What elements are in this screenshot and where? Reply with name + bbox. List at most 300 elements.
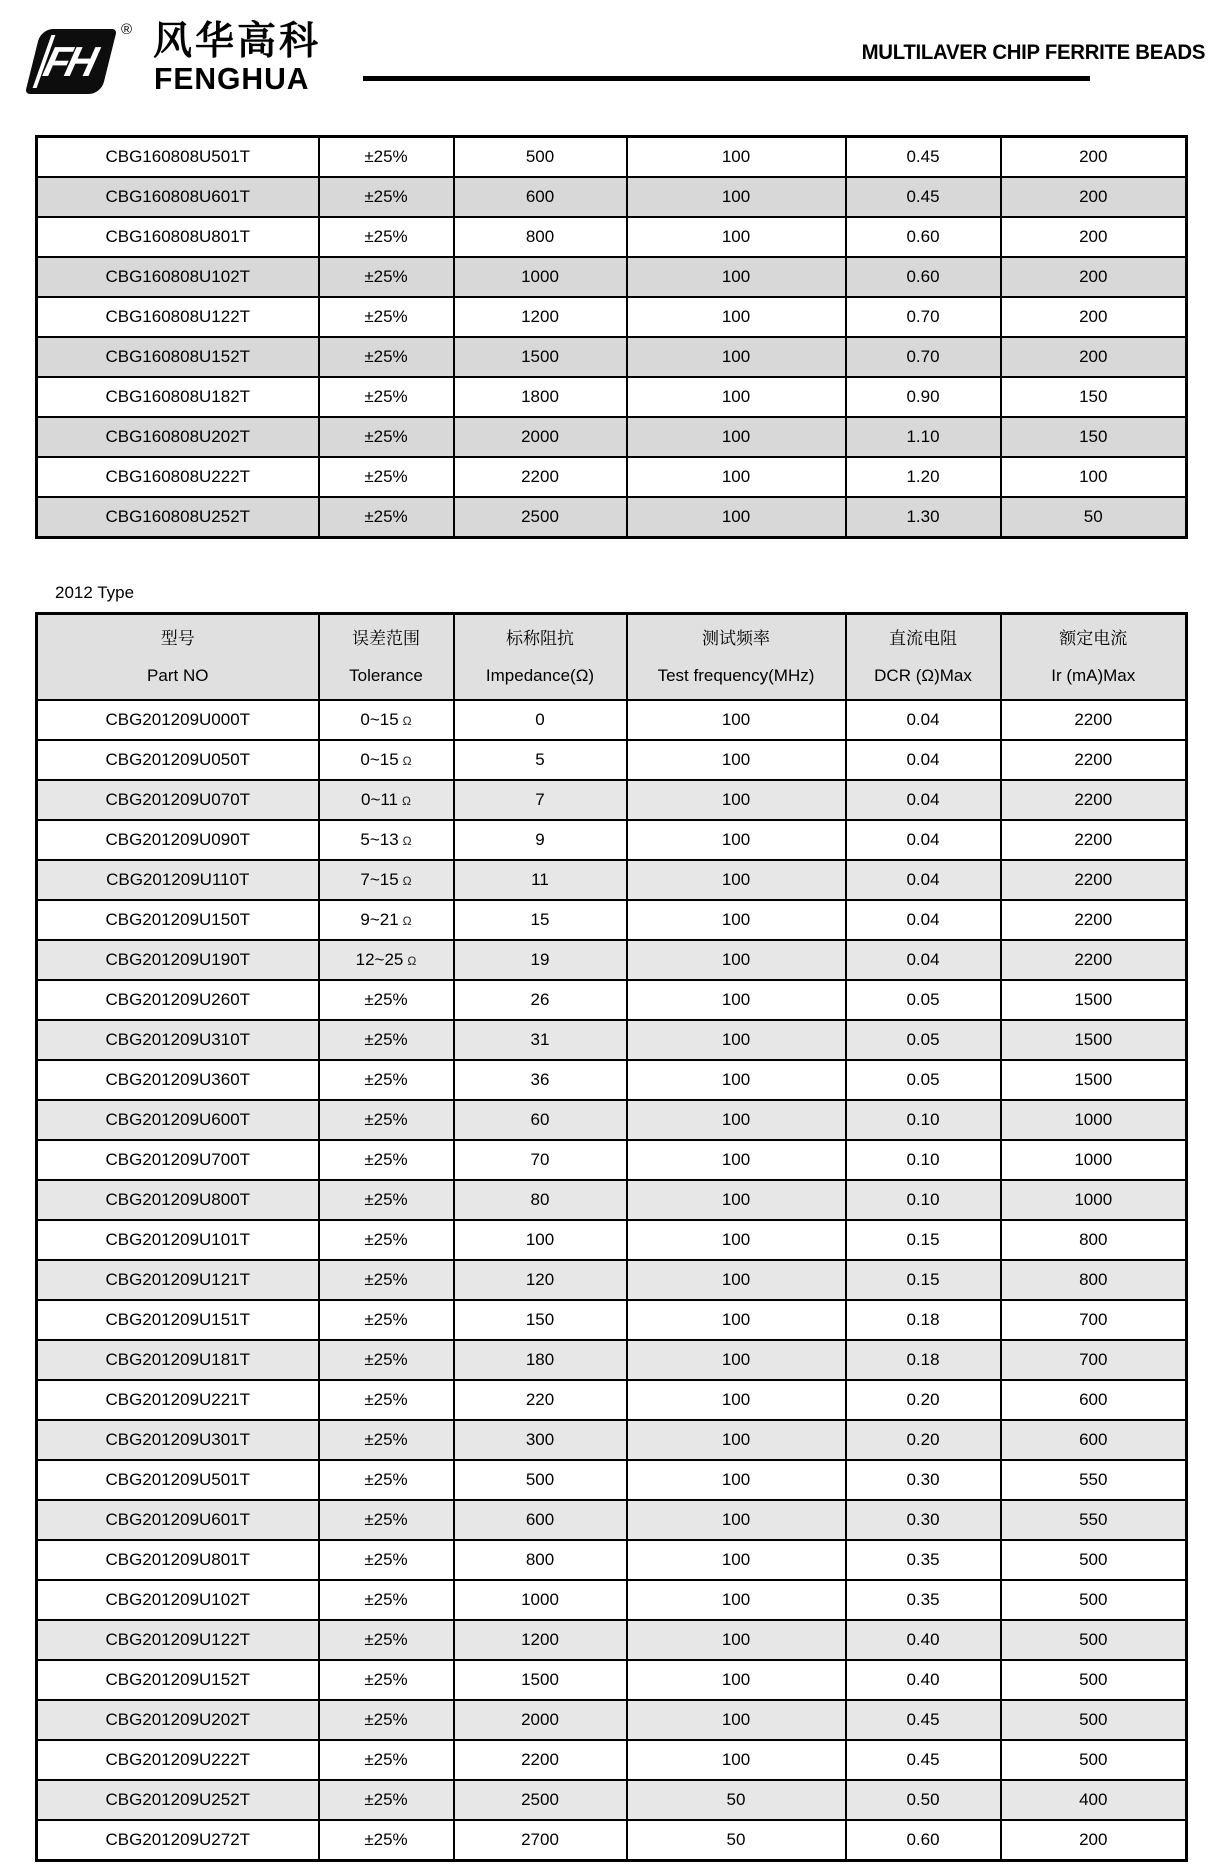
- cell-tolerance: ±25%: [319, 1580, 454, 1620]
- cell-test-frequency: 100: [627, 417, 846, 457]
- cell-dcr-max: 0.04: [846, 860, 1001, 900]
- cell-part-no: CBG201209U152T: [37, 1660, 319, 1700]
- cell-impedance: 180: [454, 1340, 627, 1380]
- cell-tolerance: ±25%: [319, 337, 454, 377]
- cell-part-no: CBG201209U181T: [37, 1340, 319, 1380]
- cell-rated-current: 550: [1001, 1460, 1187, 1500]
- cell-rated-current: 800: [1001, 1220, 1187, 1260]
- cell-part-no: CBG160808U182T: [37, 377, 319, 417]
- table-row: [37, 1180, 1187, 1220]
- col-header-tolerance-en: Tolerance: [349, 666, 423, 685]
- cell-part-no: CBG201209U700T: [37, 1140, 319, 1180]
- col-header-test-frequency-cn: 测试频率: [702, 629, 770, 649]
- cell-impedance: 5: [454, 740, 627, 780]
- col-header-impedance: [454, 614, 627, 701]
- cell-impedance: 1000: [454, 257, 627, 297]
- table-row: [37, 1700, 1187, 1740]
- cell-tolerance: ±25%: [319, 497, 454, 538]
- cell-tolerance: ±25%: [319, 177, 454, 217]
- cell-dcr-max: 0.45: [846, 177, 1001, 217]
- cell-part-no: CBG201209U090T: [37, 820, 319, 860]
- cell-dcr-max: 0.45: [846, 1740, 1001, 1780]
- ferrite-beads-table-2012: [35, 612, 1188, 1862]
- cell-dcr-max: 0.10: [846, 1180, 1001, 1220]
- cell-rated-current: 1000: [1001, 1100, 1187, 1140]
- cell-dcr-max: 0.20: [846, 1420, 1001, 1460]
- cell-dcr-max: 0.04: [846, 740, 1001, 780]
- cell-dcr-max: 0.70: [846, 337, 1001, 377]
- cell-impedance: 2500: [454, 1780, 627, 1820]
- cell-impedance: 100: [454, 1220, 627, 1260]
- col-header-dcr: [846, 614, 1001, 701]
- cell-impedance: 60: [454, 1100, 627, 1140]
- cell-test-frequency: 100: [627, 1260, 846, 1300]
- col-header-impedance-cn: 标称阻抗: [506, 629, 574, 649]
- cell-tolerance: ±25%: [319, 257, 454, 297]
- cell-impedance: 7: [454, 780, 627, 820]
- col-header-tolerance: [319, 614, 454, 701]
- cell-tolerance: ±25%: [319, 1540, 454, 1580]
- cell-test-frequency: 100: [627, 337, 846, 377]
- cell-part-no: CBG160808U252T: [37, 497, 319, 538]
- cell-part-no: CBG160808U152T: [37, 337, 319, 377]
- cell-rated-current: 400: [1001, 1780, 1187, 1820]
- cell-rated-current: 2200: [1001, 740, 1187, 780]
- table-header-2012: [37, 614, 1187, 701]
- cell-rated-current: 50: [1001, 497, 1187, 538]
- cell-part-no: CBG201209U310T: [37, 1020, 319, 1060]
- cell-tolerance: 5~13 Ω: [319, 820, 454, 860]
- cell-tolerance: ±25%: [319, 1180, 454, 1220]
- cell-test-frequency: 100: [627, 740, 846, 780]
- cell-rated-current: 200: [1001, 337, 1187, 377]
- col-header-tolerance-cn: 误差范围: [352, 629, 420, 649]
- cell-part-no: CBG201209U150T: [37, 900, 319, 940]
- cell-impedance: 15: [454, 900, 627, 940]
- cell-test-frequency: 100: [627, 1140, 846, 1180]
- table-row: [37, 217, 1187, 257]
- cell-dcr-max: 0.50: [846, 1780, 1001, 1820]
- cell-rated-current: 1500: [1001, 980, 1187, 1020]
- col-header-test-frequency: [627, 614, 846, 701]
- col-header-rated-current: [1001, 614, 1187, 701]
- cell-impedance: 500: [454, 137, 627, 178]
- cell-impedance: 1500: [454, 337, 627, 377]
- cell-part-no: CBG201209U600T: [37, 1100, 319, 1140]
- cell-dcr-max: 0.04: [846, 700, 1001, 740]
- cell-rated-current: 500: [1001, 1660, 1187, 1700]
- cell-dcr-max: 0.35: [846, 1580, 1001, 1620]
- cell-tolerance: 0~15 Ω: [319, 700, 454, 740]
- cell-dcr-max: 0.05: [846, 1020, 1001, 1060]
- cell-impedance: 1500: [454, 1660, 627, 1700]
- cell-test-frequency: 100: [627, 1380, 846, 1420]
- cell-rated-current: 200: [1001, 257, 1187, 297]
- cell-part-no: CBG160808U222T: [37, 457, 319, 497]
- table-row: [37, 900, 1187, 940]
- cell-dcr-max: 0.18: [846, 1340, 1001, 1380]
- cell-tolerance: 9~21 Ω: [319, 900, 454, 940]
- table-row: [37, 1140, 1187, 1180]
- cell-rated-current: 2200: [1001, 940, 1187, 980]
- cell-rated-current: 550: [1001, 1500, 1187, 1540]
- cell-test-frequency: 100: [627, 1740, 846, 1780]
- ferrite-beads-table-1608: [35, 135, 1188, 539]
- cell-rated-current: 1500: [1001, 1060, 1187, 1100]
- cell-dcr-max: 0.05: [846, 1060, 1001, 1100]
- cell-impedance: 0: [454, 700, 627, 740]
- table-row: [37, 1620, 1187, 1660]
- table-row: [37, 297, 1187, 337]
- registered-trademark-icon: ®: [121, 21, 133, 38]
- cell-tolerance: ±25%: [319, 1700, 454, 1740]
- cell-dcr-max: 0.35: [846, 1540, 1001, 1580]
- cell-rated-current: 150: [1001, 377, 1187, 417]
- fenghua-logo-icon: [25, 29, 117, 94]
- col-header-part-no-en: Part NO: [147, 666, 209, 685]
- cell-part-no: CBG201209U301T: [37, 1420, 319, 1460]
- cell-test-frequency: 100: [627, 1540, 846, 1580]
- cell-tolerance: ±25%: [319, 1500, 454, 1540]
- ohm-unit-label: Ω: [402, 794, 411, 808]
- cell-dcr-max: 0.10: [846, 1100, 1001, 1140]
- table-row: [37, 1060, 1187, 1100]
- cell-impedance: 26: [454, 980, 627, 1020]
- cell-rated-current: 500: [1001, 1700, 1187, 1740]
- cell-part-no: CBG201209U272T: [37, 1820, 319, 1861]
- cell-rated-current: 2200: [1001, 820, 1187, 860]
- cell-tolerance: ±25%: [319, 1780, 454, 1820]
- cell-tolerance: 0~15 Ω: [319, 740, 454, 780]
- cell-part-no: CBG201209U190T: [37, 940, 319, 980]
- cell-part-no: CBG201209U501T: [37, 1460, 319, 1500]
- ohm-unit-label: Ω: [402, 874, 412, 888]
- cell-tolerance: ±25%: [319, 217, 454, 257]
- cell-part-no: CBG201209U202T: [37, 1700, 319, 1740]
- cell-impedance: 800: [454, 1540, 627, 1580]
- cell-dcr-max: 0.45: [846, 137, 1001, 178]
- cell-test-frequency: 50: [627, 1780, 846, 1820]
- cell-impedance: 2200: [454, 1740, 627, 1780]
- cell-dcr-max: 0.30: [846, 1460, 1001, 1500]
- table-row: [37, 1380, 1187, 1420]
- cell-test-frequency: 100: [627, 1300, 846, 1340]
- cell-impedance: 600: [454, 1500, 627, 1540]
- table-body-2012: [37, 700, 1187, 1861]
- table-row: [37, 1100, 1187, 1140]
- cell-test-frequency: 100: [627, 1340, 846, 1380]
- cell-part-no: CBG201209U000T: [37, 700, 319, 740]
- cell-tolerance: ±25%: [319, 980, 454, 1020]
- cell-dcr-max: 0.04: [846, 780, 1001, 820]
- cell-test-frequency: 100: [627, 457, 846, 497]
- table-row: [37, 780, 1187, 820]
- cell-dcr-max: 0.30: [846, 1500, 1001, 1540]
- cell-part-no: CBG201209U601T: [37, 1500, 319, 1540]
- cell-impedance: 9: [454, 820, 627, 860]
- table-row: [37, 700, 1187, 740]
- cell-dcr-max: 0.60: [846, 217, 1001, 257]
- table-row: [37, 1340, 1187, 1380]
- table-row: [37, 257, 1187, 297]
- cell-rated-current: 200: [1001, 1820, 1187, 1861]
- cell-test-frequency: 100: [627, 1420, 846, 1460]
- cell-test-frequency: 100: [627, 980, 846, 1020]
- cell-dcr-max: 0.40: [846, 1660, 1001, 1700]
- cell-tolerance: ±25%: [319, 377, 454, 417]
- cell-test-frequency: 100: [627, 780, 846, 820]
- cell-dcr-max: 0.20: [846, 1380, 1001, 1420]
- table-row: [37, 337, 1187, 377]
- cell-part-no: CBG201209U151T: [37, 1300, 319, 1340]
- cell-part-no: CBG160808U122T: [37, 297, 319, 337]
- cell-dcr-max: 0.05: [846, 980, 1001, 1020]
- col-header-rated-current-cn: 额定电流: [1059, 629, 1128, 649]
- cell-part-no: CBG201209U801T: [37, 1540, 319, 1580]
- table-row: [37, 1740, 1187, 1780]
- cell-impedance: 31: [454, 1020, 627, 1060]
- cell-test-frequency: 100: [627, 940, 846, 980]
- cell-test-frequency: 100: [627, 257, 846, 297]
- cell-part-no: CBG201209U252T: [37, 1780, 319, 1820]
- cell-test-frequency: 50: [627, 1820, 846, 1861]
- table-row: [37, 1300, 1187, 1340]
- cell-rated-current: 200: [1001, 297, 1187, 337]
- cell-impedance: 220: [454, 1380, 627, 1420]
- cell-rated-current: 800: [1001, 1260, 1187, 1300]
- cell-dcr-max: 0.70: [846, 297, 1001, 337]
- table-row: [37, 1540, 1187, 1580]
- cell-part-no: CBG160808U601T: [37, 177, 319, 217]
- cell-dcr-max: 0.60: [846, 1820, 1001, 1861]
- page-title: MULTILAVER CHIP FERRITE BEADS: [861, 41, 1205, 64]
- cell-test-frequency: 100: [627, 1660, 846, 1700]
- cell-impedance: 19: [454, 940, 627, 980]
- cell-rated-current: 200: [1001, 217, 1187, 257]
- table-row: [37, 940, 1187, 980]
- cell-test-frequency: 100: [627, 1460, 846, 1500]
- cell-tolerance: ±25%: [319, 1820, 454, 1861]
- cell-impedance: 1200: [454, 297, 627, 337]
- col-header-dcr-cn: 直流电阻: [889, 629, 957, 649]
- cell-part-no: CBG201209U800T: [37, 1180, 319, 1220]
- table-row: [37, 1460, 1187, 1500]
- cell-dcr-max: 0.60: [846, 257, 1001, 297]
- cell-tolerance: ±25%: [319, 1220, 454, 1260]
- cell-test-frequency: 100: [627, 1500, 846, 1540]
- cell-test-frequency: 100: [627, 297, 846, 337]
- cell-tolerance: 12~25 Ω: [319, 940, 454, 980]
- cell-rated-current: 2200: [1001, 700, 1187, 740]
- table-row: [37, 457, 1187, 497]
- cell-impedance: 600: [454, 177, 627, 217]
- cell-impedance: 150: [454, 1300, 627, 1340]
- table-row: [37, 1820, 1187, 1861]
- cell-dcr-max: 1.20: [846, 457, 1001, 497]
- col-header-test-frequency-en: Test frequency(MHz): [657, 666, 815, 685]
- cell-impedance: 300: [454, 1420, 627, 1460]
- cell-tolerance: ±25%: [319, 137, 454, 178]
- table-row: [37, 1420, 1187, 1460]
- table-row: [37, 1660, 1187, 1700]
- table-row: [37, 1780, 1187, 1820]
- cell-test-frequency: 100: [627, 900, 846, 940]
- cell-test-frequency: 100: [627, 1100, 846, 1140]
- table-row: [37, 980, 1187, 1020]
- table-row: [37, 417, 1187, 457]
- header-row: [37, 614, 1187, 701]
- cell-tolerance: ±25%: [319, 1460, 454, 1500]
- cell-test-frequency: 100: [627, 137, 846, 178]
- cell-part-no: CBG201209U102T: [37, 1580, 319, 1620]
- brand-name-english: FENGHUA: [154, 61, 310, 96]
- cell-rated-current: 1000: [1001, 1180, 1187, 1220]
- cell-dcr-max: 0.90: [846, 377, 1001, 417]
- cell-test-frequency: 100: [627, 1220, 846, 1260]
- ohm-unit-label: Ω: [402, 714, 412, 728]
- table-row: [37, 497, 1187, 538]
- cell-part-no: CBG201209U260T: [37, 980, 319, 1020]
- brand-name-chinese: 风华高科: [153, 19, 322, 64]
- cell-tolerance: ±25%: [319, 457, 454, 497]
- section-label-2012-type: 2012 Type: [55, 583, 135, 602]
- cell-tolerance: ±25%: [319, 1140, 454, 1180]
- cell-rated-current: 600: [1001, 1420, 1187, 1460]
- cell-dcr-max: 0.40: [846, 1620, 1001, 1660]
- cell-test-frequency: 100: [627, 1020, 846, 1060]
- cell-part-no: CBG201209U122T: [37, 1620, 319, 1660]
- cell-tolerance: ±25%: [319, 1340, 454, 1380]
- cell-impedance: 80: [454, 1180, 627, 1220]
- cell-tolerance: ±25%: [319, 1060, 454, 1100]
- cell-tolerance: 7~15 Ω: [319, 860, 454, 900]
- fenghua-logo-letters: FH: [39, 37, 99, 85]
- cell-rated-current: 2200: [1001, 900, 1187, 940]
- table-row: [37, 1220, 1187, 1260]
- cell-impedance: 1200: [454, 1620, 627, 1660]
- cell-rated-current: 200: [1001, 177, 1187, 217]
- cell-dcr-max: 0.04: [846, 900, 1001, 940]
- cell-impedance: 2500: [454, 497, 627, 538]
- cell-tolerance: ±25%: [319, 1740, 454, 1780]
- cell-test-frequency: 100: [627, 377, 846, 417]
- cell-part-no: CBG201209U101T: [37, 1220, 319, 1260]
- cell-test-frequency: 100: [627, 1580, 846, 1620]
- cell-rated-current: 500: [1001, 1620, 1187, 1660]
- col-header-part-no: [37, 614, 319, 701]
- cell-tolerance: ±25%: [319, 417, 454, 457]
- col-header-impedance-en: Impedance(Ω): [485, 666, 595, 685]
- cell-rated-current: 600: [1001, 1380, 1187, 1420]
- cell-rated-current: 700: [1001, 1340, 1187, 1380]
- cell-part-no: CBG201209U070T: [37, 780, 319, 820]
- ohm-unit-label: Ω: [402, 914, 412, 928]
- cell-rated-current: 200: [1001, 137, 1187, 178]
- cell-test-frequency: 100: [627, 1620, 846, 1660]
- table-row: [37, 377, 1187, 417]
- cell-part-no: CBG160808U102T: [37, 257, 319, 297]
- cell-tolerance: 0~11 Ω: [319, 780, 454, 820]
- col-header-part-no-cn: 型号: [160, 629, 195, 649]
- cell-test-frequency: 100: [627, 217, 846, 257]
- cell-tolerance: ±25%: [319, 1660, 454, 1700]
- cell-test-frequency: 100: [627, 700, 846, 740]
- cell-tolerance: ±25%: [319, 1420, 454, 1460]
- cell-dcr-max: 1.10: [846, 417, 1001, 457]
- cell-impedance: 500: [454, 1460, 627, 1500]
- cell-tolerance: ±25%: [319, 1380, 454, 1420]
- cell-test-frequency: 100: [627, 820, 846, 860]
- cell-test-frequency: 100: [627, 1060, 846, 1100]
- cell-tolerance: ±25%: [319, 297, 454, 337]
- ohm-unit-label: Ω: [402, 834, 412, 848]
- cell-impedance: 800: [454, 217, 627, 257]
- cell-test-frequency: 100: [627, 1180, 846, 1220]
- table-row: [37, 1260, 1187, 1300]
- cell-part-no: CBG201209U360T: [37, 1060, 319, 1100]
- cell-impedance: 1800: [454, 377, 627, 417]
- cell-impedance: 2200: [454, 457, 627, 497]
- cell-impedance: 11: [454, 860, 627, 900]
- cell-part-no: CBG201209U050T: [37, 740, 319, 780]
- cell-rated-current: 150: [1001, 417, 1187, 457]
- cell-part-no: CBG160808U202T: [37, 417, 319, 457]
- cell-rated-current: 500: [1001, 1580, 1187, 1620]
- cell-tolerance: ±25%: [319, 1100, 454, 1140]
- table-row: [37, 860, 1187, 900]
- header-divider: [363, 76, 1090, 81]
- table-row: [37, 820, 1187, 860]
- cell-test-frequency: 100: [627, 1700, 846, 1740]
- table-row: [37, 137, 1187, 178]
- cell-dcr-max: 0.04: [846, 820, 1001, 860]
- cell-dcr-max: 0.10: [846, 1140, 1001, 1180]
- table-body-1608: [37, 137, 1187, 538]
- table-row: [37, 1580, 1187, 1620]
- table-row: [37, 740, 1187, 780]
- cell-rated-current: 700: [1001, 1300, 1187, 1340]
- cell-dcr-max: 1.30: [846, 497, 1001, 538]
- col-header-dcr-en: DCR (Ω)Max: [874, 666, 972, 685]
- cell-part-no: CBG201209U110T: [37, 860, 319, 900]
- cell-dcr-max: 0.18: [846, 1300, 1001, 1340]
- cell-part-no: CBG160808U801T: [37, 217, 319, 257]
- cell-part-no: CBG160808U501T: [37, 137, 319, 178]
- table-row: [37, 1500, 1187, 1540]
- table-row: [37, 1020, 1187, 1060]
- cell-rated-current: 500: [1001, 1540, 1187, 1580]
- cell-rated-current: 500: [1001, 1740, 1187, 1780]
- ohm-unit-label: Ω: [407, 954, 417, 968]
- cell-test-frequency: 100: [627, 497, 846, 538]
- cell-impedance: 2000: [454, 417, 627, 457]
- cell-dcr-max: 0.15: [846, 1260, 1001, 1300]
- cell-dcr-max: 0.04: [846, 940, 1001, 980]
- cell-impedance: 1000: [454, 1580, 627, 1620]
- cell-dcr-max: 0.45: [846, 1700, 1001, 1740]
- cell-rated-current: 1000: [1001, 1140, 1187, 1180]
- cell-test-frequency: 100: [627, 177, 846, 217]
- cell-rated-current: 1500: [1001, 1020, 1187, 1060]
- cell-tolerance: ±25%: [319, 1260, 454, 1300]
- cell-impedance: 70: [454, 1140, 627, 1180]
- cell-tolerance: ±25%: [319, 1300, 454, 1340]
- cell-tolerance: ±25%: [319, 1620, 454, 1660]
- cell-impedance: 2000: [454, 1700, 627, 1740]
- cell-part-no: CBG201209U121T: [37, 1260, 319, 1300]
- cell-dcr-max: 0.15: [846, 1220, 1001, 1260]
- cell-test-frequency: 100: [627, 860, 846, 900]
